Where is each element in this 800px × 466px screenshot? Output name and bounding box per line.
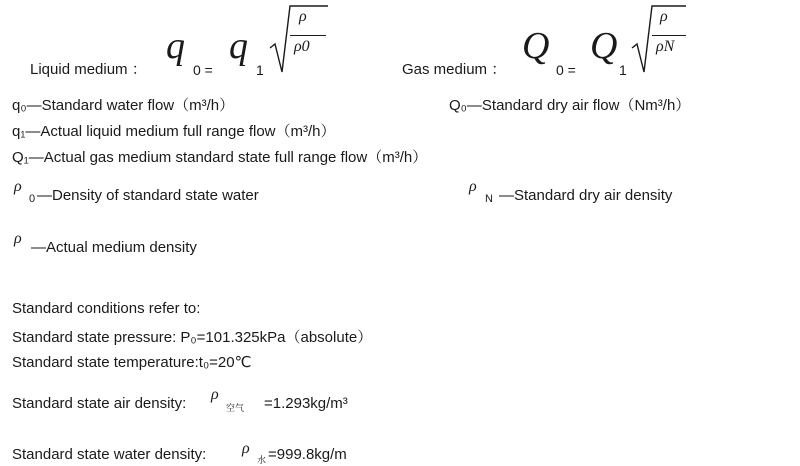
definition-q1: q₁—Actual liquid medium full range flow（m³/h） [12, 123, 336, 140]
liquid-fraction-bar [290, 35, 326, 36]
conditions-heading: Standard conditions refer to: [12, 300, 201, 317]
gas-rhs-subscript: 1 [619, 62, 627, 78]
gas-denominator: ρN [656, 38, 675, 55]
liquid-lhs-variable: q [166, 25, 185, 67]
gas-rhs-variable: Q [590, 25, 618, 67]
water-density-value: =999.8kg/m [268, 446, 347, 463]
gas-fraction-bar [652, 35, 686, 36]
conditions-temperature: Standard state temperature:t₀=20℃ [12, 354, 252, 371]
water-density-subscript: 水 [257, 455, 267, 465]
rho0-definition: —Density of standard state water [37, 187, 259, 204]
air-density-value: =1.293kg/m³ [264, 395, 348, 412]
conditions-pressure: Standard state pressure: P₀=101.325kPa（absolute） [12, 329, 373, 346]
gas-medium-label: Gas medium ： [402, 61, 507, 78]
definition-Q0: Q₀—Standard dry air flow（Nm³/h） [449, 97, 691, 114]
rhoN-definition: —Standard dry air density [499, 187, 673, 204]
gas-lhs-variable: Q [522, 25, 550, 67]
gas-lhs-subscript: 0 = [556, 62, 576, 78]
air-density-symbol: ρ [211, 386, 219, 403]
rho0-subscript: 0 [29, 193, 36, 205]
rhoN-subscript: N [485, 193, 493, 205]
liquid-medium-label: Liquid medium ： [30, 61, 147, 78]
water-density-symbol: ρ [242, 440, 250, 457]
liquid-numerator: ρ [299, 8, 307, 25]
rhoN-symbol: ρ [469, 178, 477, 195]
definition-q0: q₀—Standard water flow（m³/h） [12, 97, 235, 114]
liquid-denominator: ρ0 [294, 38, 310, 55]
rho-symbol: ρ [14, 230, 22, 247]
rho0-symbol: ρ [14, 178, 22, 195]
rho-definition: —Actual medium density [31, 239, 197, 256]
air-density-subscript: 空气 [226, 403, 245, 413]
gas-numerator: ρ [660, 8, 668, 25]
liquid-rhs-variable: q [229, 25, 248, 67]
water-density-label: Standard state water density: [12, 446, 207, 463]
liquid-lhs-subscript: 0 = [193, 62, 213, 78]
air-density-label: Standard state air density: [12, 395, 187, 412]
definition-Q1: Q₁—Actual gas medium standard state full range flow（m³/h） [12, 149, 428, 166]
liquid-rhs-subscript: 1 [256, 62, 264, 78]
